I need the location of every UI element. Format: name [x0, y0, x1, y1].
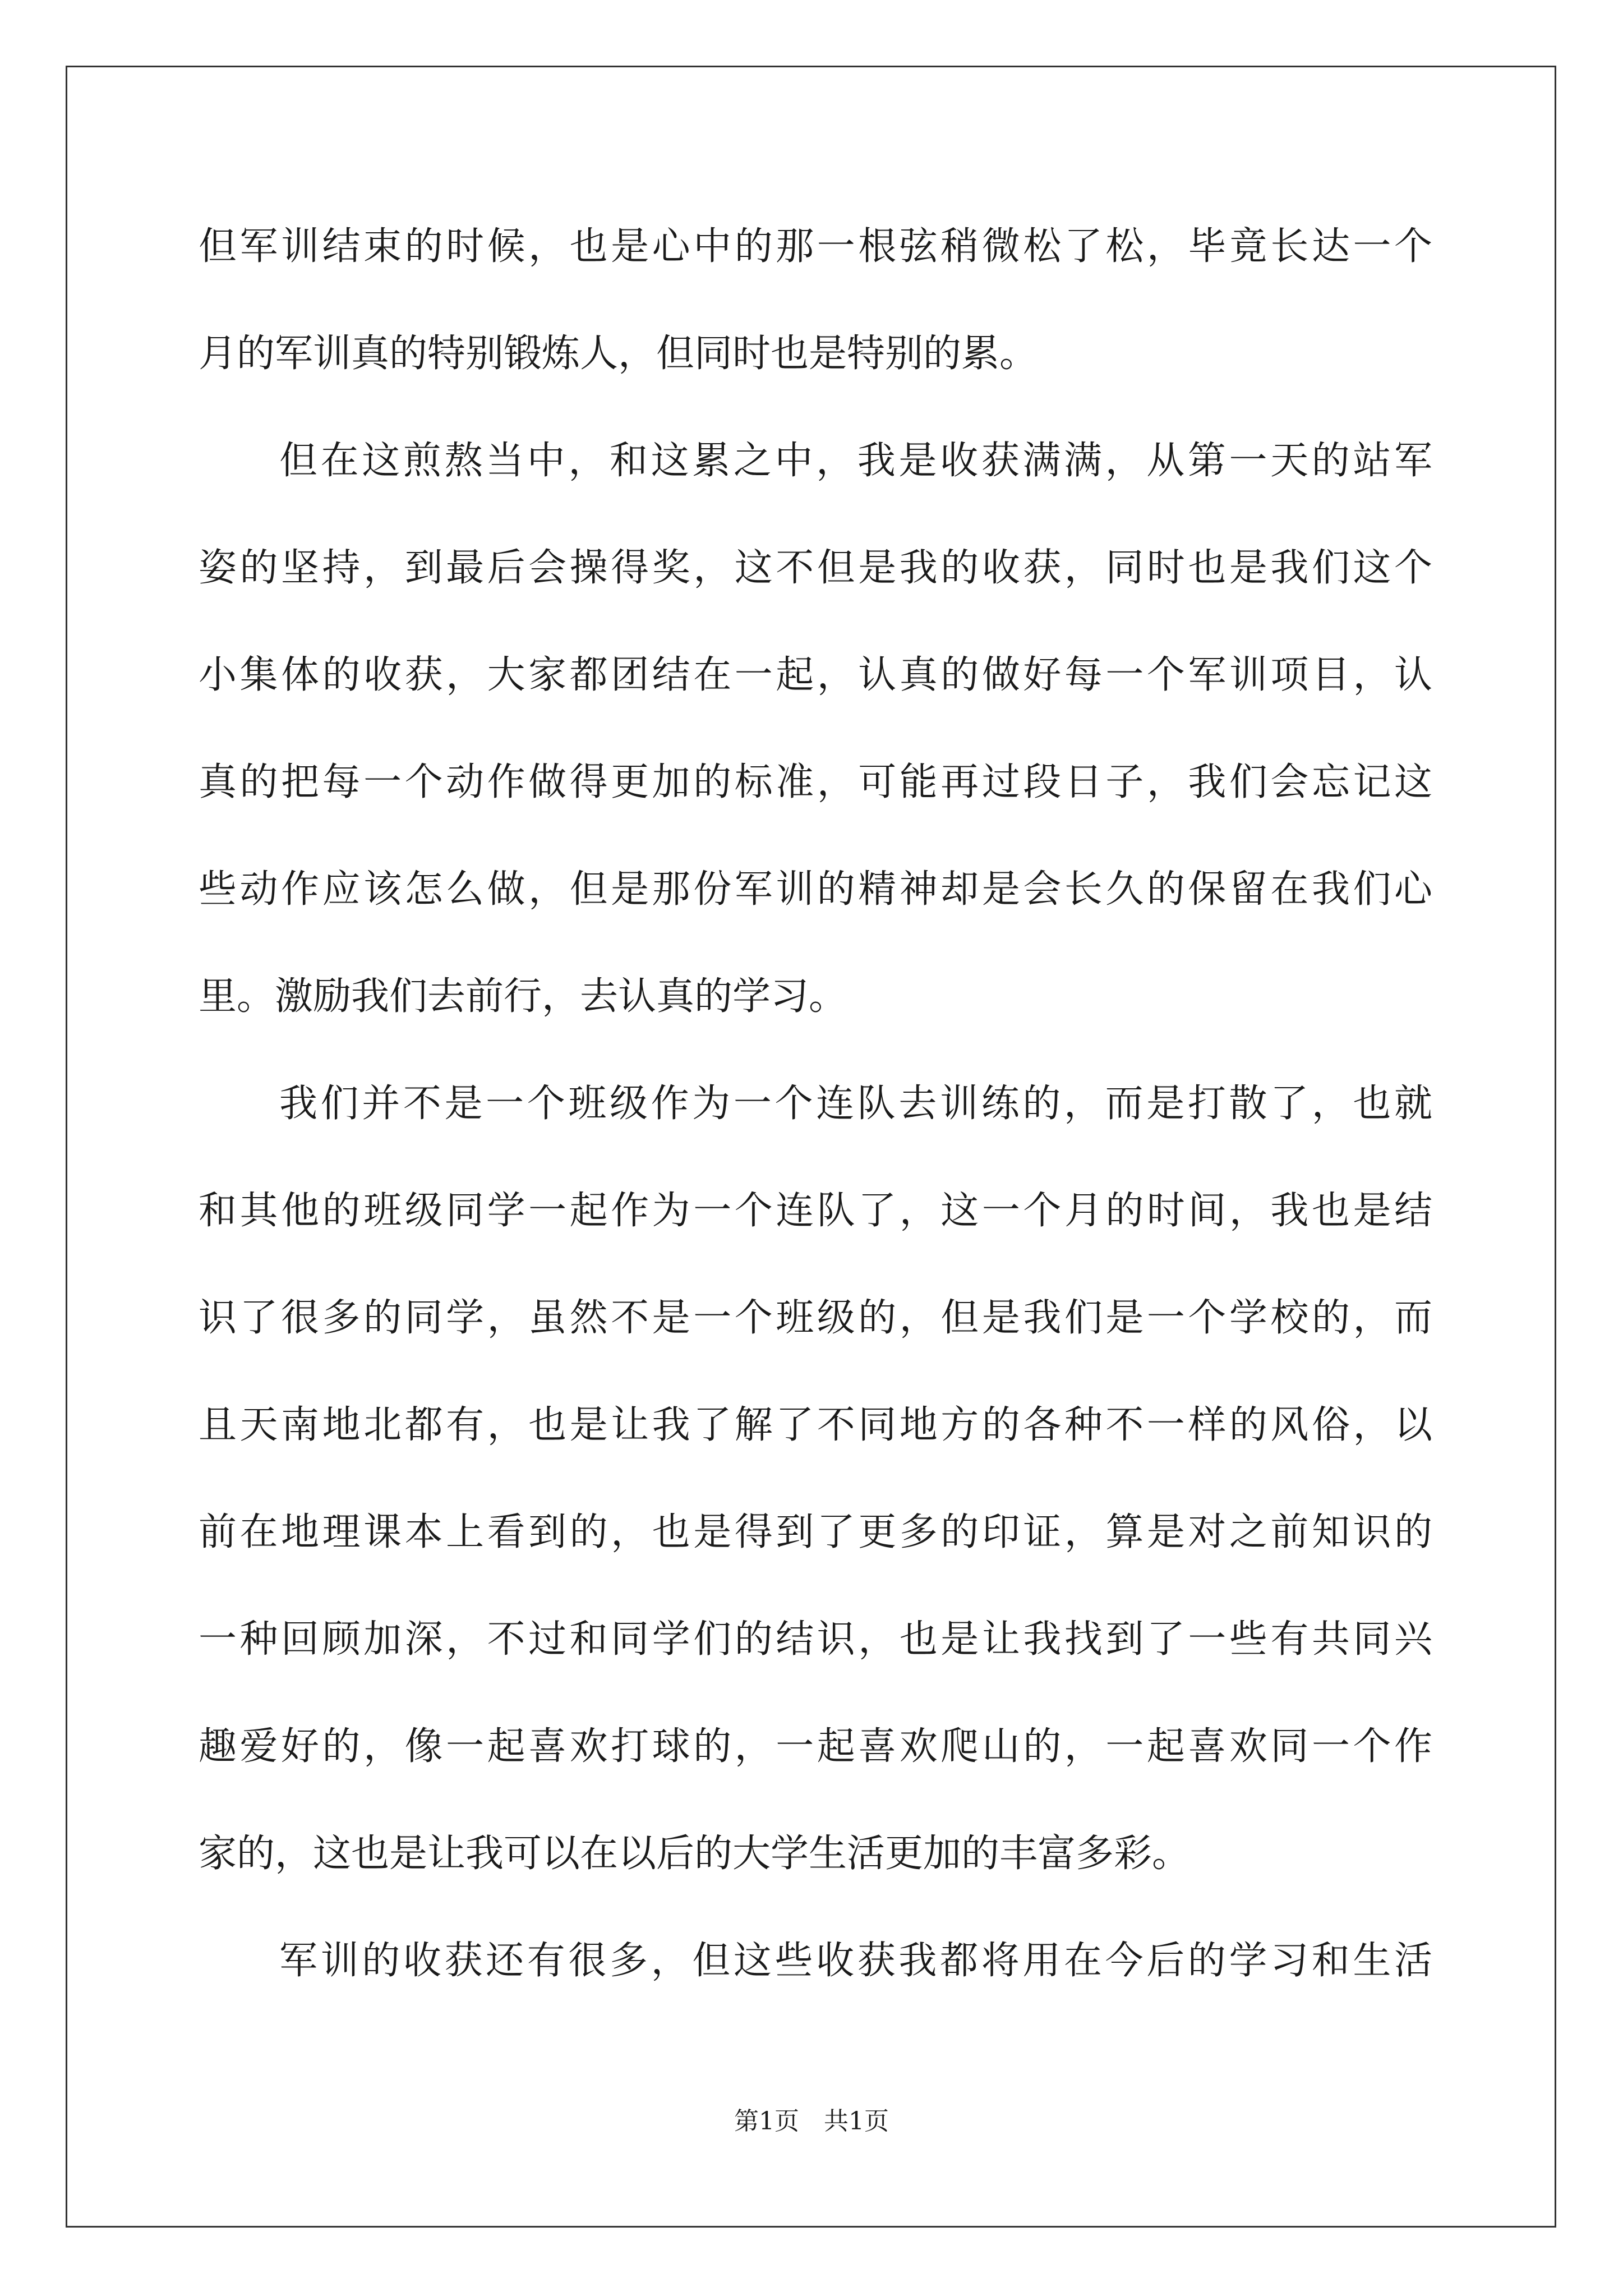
page-number: 第1页: [734, 2107, 799, 2136]
text-line: 且天南地北都有，也是让我了解了不同地方的各种不一样的风俗，以: [199, 1403, 1432, 1447]
page-total: 共1页: [824, 2107, 889, 2136]
text-line: 但在这煎熬当中，和这累之中，我是收获满满，从第一天的站军: [279, 439, 1432, 483]
text-line: 军训的收获还有很多，但这些收获我都将用在今后的学习和生活: [279, 1939, 1432, 1983]
text-line: 前在地理课本上看到的，也是得到了更多的印证，算是对之前知识的: [199, 1510, 1432, 1554]
document-body: [199, 216, 1432, 2037]
page-footer: [0, 2101, 1623, 2137]
text-line: 但军训结束的时候，也是心中的那一根弦稍微松了松，毕竟长达一个: [199, 224, 1432, 269]
text-line: 真的把每一个动作做得更加的标准，可能再过段日子，我们会忘记这: [199, 760, 1432, 804]
text-line: 些动作应该怎么做，但是那份军训的精神却是会长久的保留在我们心: [199, 867, 1432, 912]
text-line: 小集体的收获，大家都团结在一起，认真的做好每一个军训项目，认: [199, 653, 1432, 697]
text-line: 我们并不是一个班级作为一个连队去训练的，而是打散了，也就: [279, 1082, 1432, 1126]
text-line: 识了很多的同学，虽然不是一个班级的，但是我们是一个学校的，而: [199, 1296, 1432, 1340]
text-line: 家的，这也是让我可以在以后的大学生活更加的丰富多彩。: [199, 1832, 1191, 1876]
text-line: 趣爱好的，像一起喜欢打球的，一起喜欢爬山的，一起喜欢同一个作: [199, 1724, 1432, 1769]
text-line: 里。激励我们去前行，去认真的学习。: [199, 974, 847, 1019]
text-line: 一种回顾加深，不过和同学们的结识，也是让我找到了一些有共同兴: [199, 1617, 1432, 1662]
text-line: 和其他的班级同学一起作为一个连队了，这一个月的时间，我也是结: [199, 1189, 1432, 1233]
text-line: 月的军训真的特别锻炼人，但同时也是特别的累。: [199, 332, 1038, 376]
text-line: 姿的坚持，到最后会操得奖，这不但是我的收获，同时也是我们这个: [199, 546, 1432, 590]
